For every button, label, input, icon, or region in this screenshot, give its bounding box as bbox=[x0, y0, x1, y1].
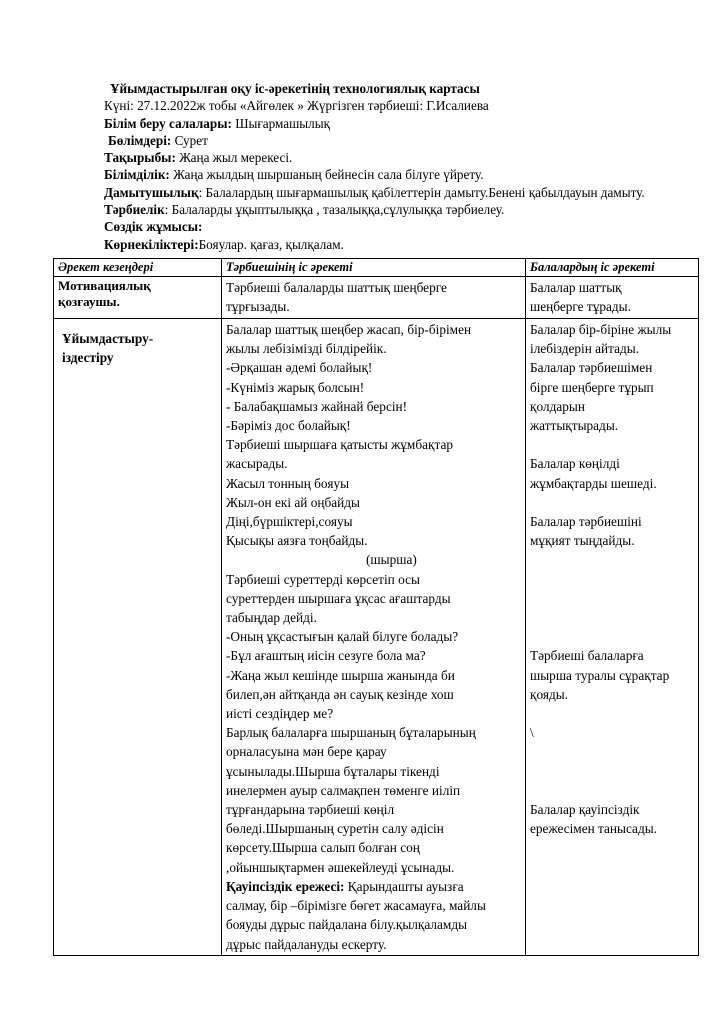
teacher-text: ұсынылады.Шырша бұталары тікенді bbox=[226, 763, 440, 779]
header-children: Балалардың іс әрекеті bbox=[526, 259, 699, 277]
children-text: мұқият тыңдайды. bbox=[530, 533, 635, 549]
riddle-line: Жыл-он екі ай оңбайды bbox=[226, 494, 360, 510]
visual-label: Көрнекіліктері: bbox=[104, 236, 199, 252]
safety-line bbox=[226, 877, 521, 896]
edu-value: Жаңа жылдың шыршаның бейнесін сала білуге үйрету. bbox=[169, 167, 484, 183]
safety-label: Қауіпсіздік ережесі: bbox=[226, 878, 345, 894]
teacher-cell bbox=[222, 319, 526, 956]
edu-line bbox=[104, 166, 704, 183]
date-line: Күні: 27.12.2022ж тобы «Айгөлек » Жүргізген тәрбиеші: Г.Исалиева bbox=[104, 98, 489, 114]
stage-cell bbox=[54, 319, 222, 956]
lesson-plan-table bbox=[53, 258, 699, 956]
visual-line bbox=[104, 236, 704, 253]
document-header bbox=[104, 80, 704, 253]
upbr-value: : Балаларды ұқыптылыққа , тазалыққа,сұлулыққа тәрбиелеу. bbox=[164, 202, 505, 218]
teacher-text: жасырады. bbox=[226, 456, 288, 472]
spacer bbox=[530, 742, 694, 780]
teacher-text: иісті сездіңдер ме? bbox=[226, 706, 334, 722]
spacer bbox=[530, 550, 694, 627]
children-text: ережесімен танысады. bbox=[530, 821, 657, 837]
vocab-label: Сөздік жұмысы: bbox=[104, 219, 203, 235]
children-text: шырша туралы сұрақтар bbox=[530, 667, 670, 683]
section-value: Сурет bbox=[171, 132, 208, 148]
stray-mark: \ bbox=[530, 725, 534, 741]
spacer bbox=[530, 493, 694, 512]
children-cell bbox=[526, 319, 699, 956]
spacer bbox=[530, 627, 694, 646]
teacher-text: -Оның ұқсастығын қалай білуге болады? bbox=[226, 629, 459, 645]
spacer bbox=[530, 435, 694, 454]
safety-text: Қарындашты ауызға bbox=[344, 878, 464, 894]
field-value: Шығармашылық bbox=[231, 115, 330, 131]
dev-label: Дамытушылық bbox=[104, 184, 199, 200]
riddle-line: Діңі,бүршіктері,сояуы bbox=[226, 514, 353, 530]
children-text: шеңберге тұрады. bbox=[530, 299, 631, 315]
children-text: жаттықтырады. bbox=[530, 418, 619, 434]
teacher-text: тұрғызады. bbox=[226, 299, 290, 315]
topic-value: Жаңа жыл мерекесі. bbox=[175, 150, 293, 166]
teacher-text: суреттерден шыршаға ұқсас ағаштарды bbox=[226, 590, 451, 606]
teacher-text: тұрғандарына тәрбиеші көңіл bbox=[226, 802, 395, 818]
stage-text: қозғаушы. bbox=[58, 294, 120, 309]
teacher-text: көрсету.Шырша салып болған соң bbox=[226, 840, 420, 856]
table-row bbox=[54, 277, 699, 319]
table-row bbox=[54, 319, 699, 956]
riddle-line: Қысықы аязға тоңбайды. bbox=[226, 533, 368, 549]
teacher-text: Тәрбиеші суреттерді көрсетіп осы bbox=[226, 571, 420, 587]
section-label: Бөлімдері: bbox=[108, 132, 172, 148]
edu-label: Білімділік: bbox=[104, 167, 170, 183]
topic-line bbox=[104, 149, 704, 166]
teacher-text: -Жаңа жыл кешінде шырша жанында би bbox=[226, 667, 455, 683]
teacher-text: бөледі.Шыршаның суретін салу әдісін bbox=[226, 821, 444, 837]
teacher-text: Тәрбиеші балаларды шаттық шеңберге bbox=[226, 280, 447, 295]
doc-title: Ұйымдастырылған оқу іс-әрекетінің технологиялық картасы bbox=[110, 81, 480, 96]
children-cell bbox=[526, 277, 699, 319]
children-text: Балалар шаттық bbox=[530, 280, 622, 295]
children-text: Балалар көңілді bbox=[530, 456, 620, 472]
stage-text: Мотивациялық bbox=[58, 278, 151, 293]
teacher-text: орналасуына мән бере қарау bbox=[226, 744, 387, 760]
upbr-label: Тәрбиелік bbox=[104, 202, 165, 218]
vocab-line bbox=[104, 218, 704, 235]
children-text: Балалар тәрбиешіні bbox=[530, 514, 642, 529]
children-text: Тәрбиеші балаларға bbox=[530, 648, 644, 664]
teacher-text: -Күніміз жарық болсын! bbox=[226, 379, 365, 395]
safety-text: дұрыс пайдалануды ескерту. bbox=[226, 936, 387, 952]
children-text: Балалар қауіпсіздік bbox=[530, 801, 640, 817]
teacher-text: -Әрқашан әдемі болайық! bbox=[226, 360, 373, 376]
teacher-text: - Балабақшамыз жайнай берсін! bbox=[226, 398, 408, 414]
teacher-text: Балалар шаттық шеңбер жасап, бір-бірімен bbox=[226, 322, 472, 337]
teacher-text: ,ойыншықтармен әшекейлеуді ұсынады. bbox=[226, 859, 455, 875]
dev-line bbox=[104, 184, 704, 201]
children-text: жұмбақтарды шешеді. bbox=[530, 475, 657, 491]
dev-value: : Балалардың шығармашылық қабілеттерін дамыту.Бенені қабылдауын дамыту. bbox=[198, 184, 645, 200]
spacer bbox=[530, 781, 694, 800]
visual-value: Бояулар. қағаз, қылқалам. bbox=[198, 236, 344, 252]
teacher-text: -Бәріміз дос болайық! bbox=[226, 418, 351, 434]
teacher-text: табыңдар дейді. bbox=[226, 610, 317, 626]
stage-text: іздестіру bbox=[62, 350, 114, 366]
field-label: Білім беру салалары: bbox=[104, 115, 232, 131]
safety-text: салмау, бір –бірімізге бөгет жасамауға, майлы bbox=[226, 898, 486, 914]
table-header-row bbox=[54, 259, 699, 277]
children-text: қолдарын bbox=[530, 398, 585, 414]
teacher-text: инелермен ауыр салмақпен төменге иіліп bbox=[226, 782, 461, 798]
riddle-line: Жасыл тонның бояуы bbox=[226, 475, 350, 491]
safety-text: бояуды дұрыс пайдалана білу.қылқаламды bbox=[226, 917, 468, 933]
teacher-text: -Бұл ағаштың иісін сезуге бола ма? bbox=[226, 648, 426, 664]
stage-text: Ұйымдастыру- bbox=[62, 331, 154, 346]
teacher-text: Барлық балаларға шыршаның бұталарының bbox=[226, 725, 476, 741]
children-text: ілебіздерін айтады. bbox=[530, 341, 640, 357]
teacher-text: билеп,ән айтқанда ән сауық кезінде хош bbox=[226, 686, 454, 702]
header-stage: Әрекет кезеңдері bbox=[54, 259, 222, 277]
teacher-cell bbox=[222, 277, 526, 319]
teacher-text: жылы лебізімізді білдірейік. bbox=[226, 341, 387, 357]
header-teacher: Тәрбиешінің іс әрекеті bbox=[222, 259, 526, 277]
upbr-line bbox=[104, 201, 704, 218]
children-text: бірге шеңберге тұрып bbox=[530, 379, 654, 395]
section-line bbox=[104, 132, 704, 149]
spacer bbox=[530, 704, 694, 723]
children-text: Балалар тәрбиешімен bbox=[530, 360, 653, 376]
topic-label: Тақырыбы: bbox=[104, 150, 176, 166]
children-text: қояды. bbox=[530, 686, 568, 702]
field-line bbox=[104, 115, 704, 132]
stage-cell bbox=[54, 277, 222, 319]
children-text: Балалар бір-біріне жылы bbox=[530, 322, 672, 337]
riddle-answer: (шырша) bbox=[366, 552, 417, 568]
teacher-text: Тәрбиеші шыршаға қатысты жұмбақтар bbox=[226, 437, 453, 453]
